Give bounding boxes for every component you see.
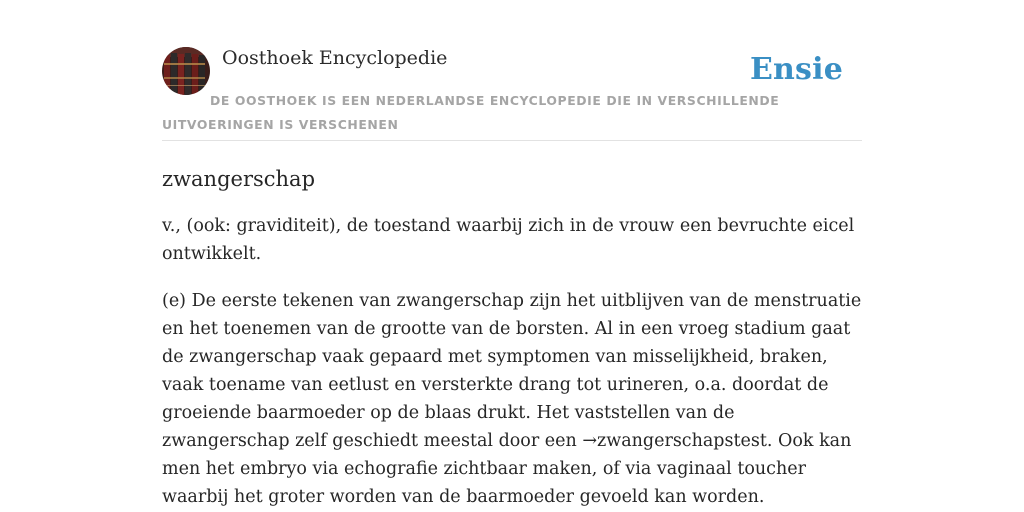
site-tagline: DE OOSTHOEK IS EEN NEDERLANDSE ENCYCLOPEDIE DIE IN VERSCHILLENDE UITVOERINGEN IS VERSCHENEN — [162, 93, 780, 132]
site-name[interactable]: Oosthoek Encyclopedie — [222, 47, 448, 69]
article-title: zwangerschap — [162, 167, 316, 191]
zwangerschapstest-link[interactable]: →zwangerschapstest — [582, 431, 767, 451]
brand-logo[interactable]: Ensie — [749, 52, 843, 87]
book-spines-icon — [162, 47, 210, 95]
article — [162, 160, 862, 511]
article-body — [162, 287, 862, 511]
article-body-text-continued: . Ook kan men het embryo via echografie zichtbaar maken, of via vaginaal toucher waarbij het groter worden van de baarmoeder gevoeld kan worden. — [162, 431, 852, 507]
header — [162, 46, 862, 141]
article-definition: v., (ook: graviditeit), de toestand waarbij zich in de vrouw een bevruchte eicel ontwikkelt. — [162, 216, 855, 264]
avatar[interactable] — [162, 47, 210, 95]
article-body-text: (e) De eerste tekenen van zwangerschap zijn het uitblijven van de menstruatie en het toenemen van de grootte van de borsten. Al in een vroeg stadium gaat de zwangerschap vaak gepaard met symptomen van misselijkheid, braken, vaak toename van eetlust en versterkte drang tot urineren, o.a. doordat de groeiende baarmoeder op de blaas drukt. Het vaststellen van de zwangerschap zelf geschiedt meestal door een — [162, 291, 862, 451]
